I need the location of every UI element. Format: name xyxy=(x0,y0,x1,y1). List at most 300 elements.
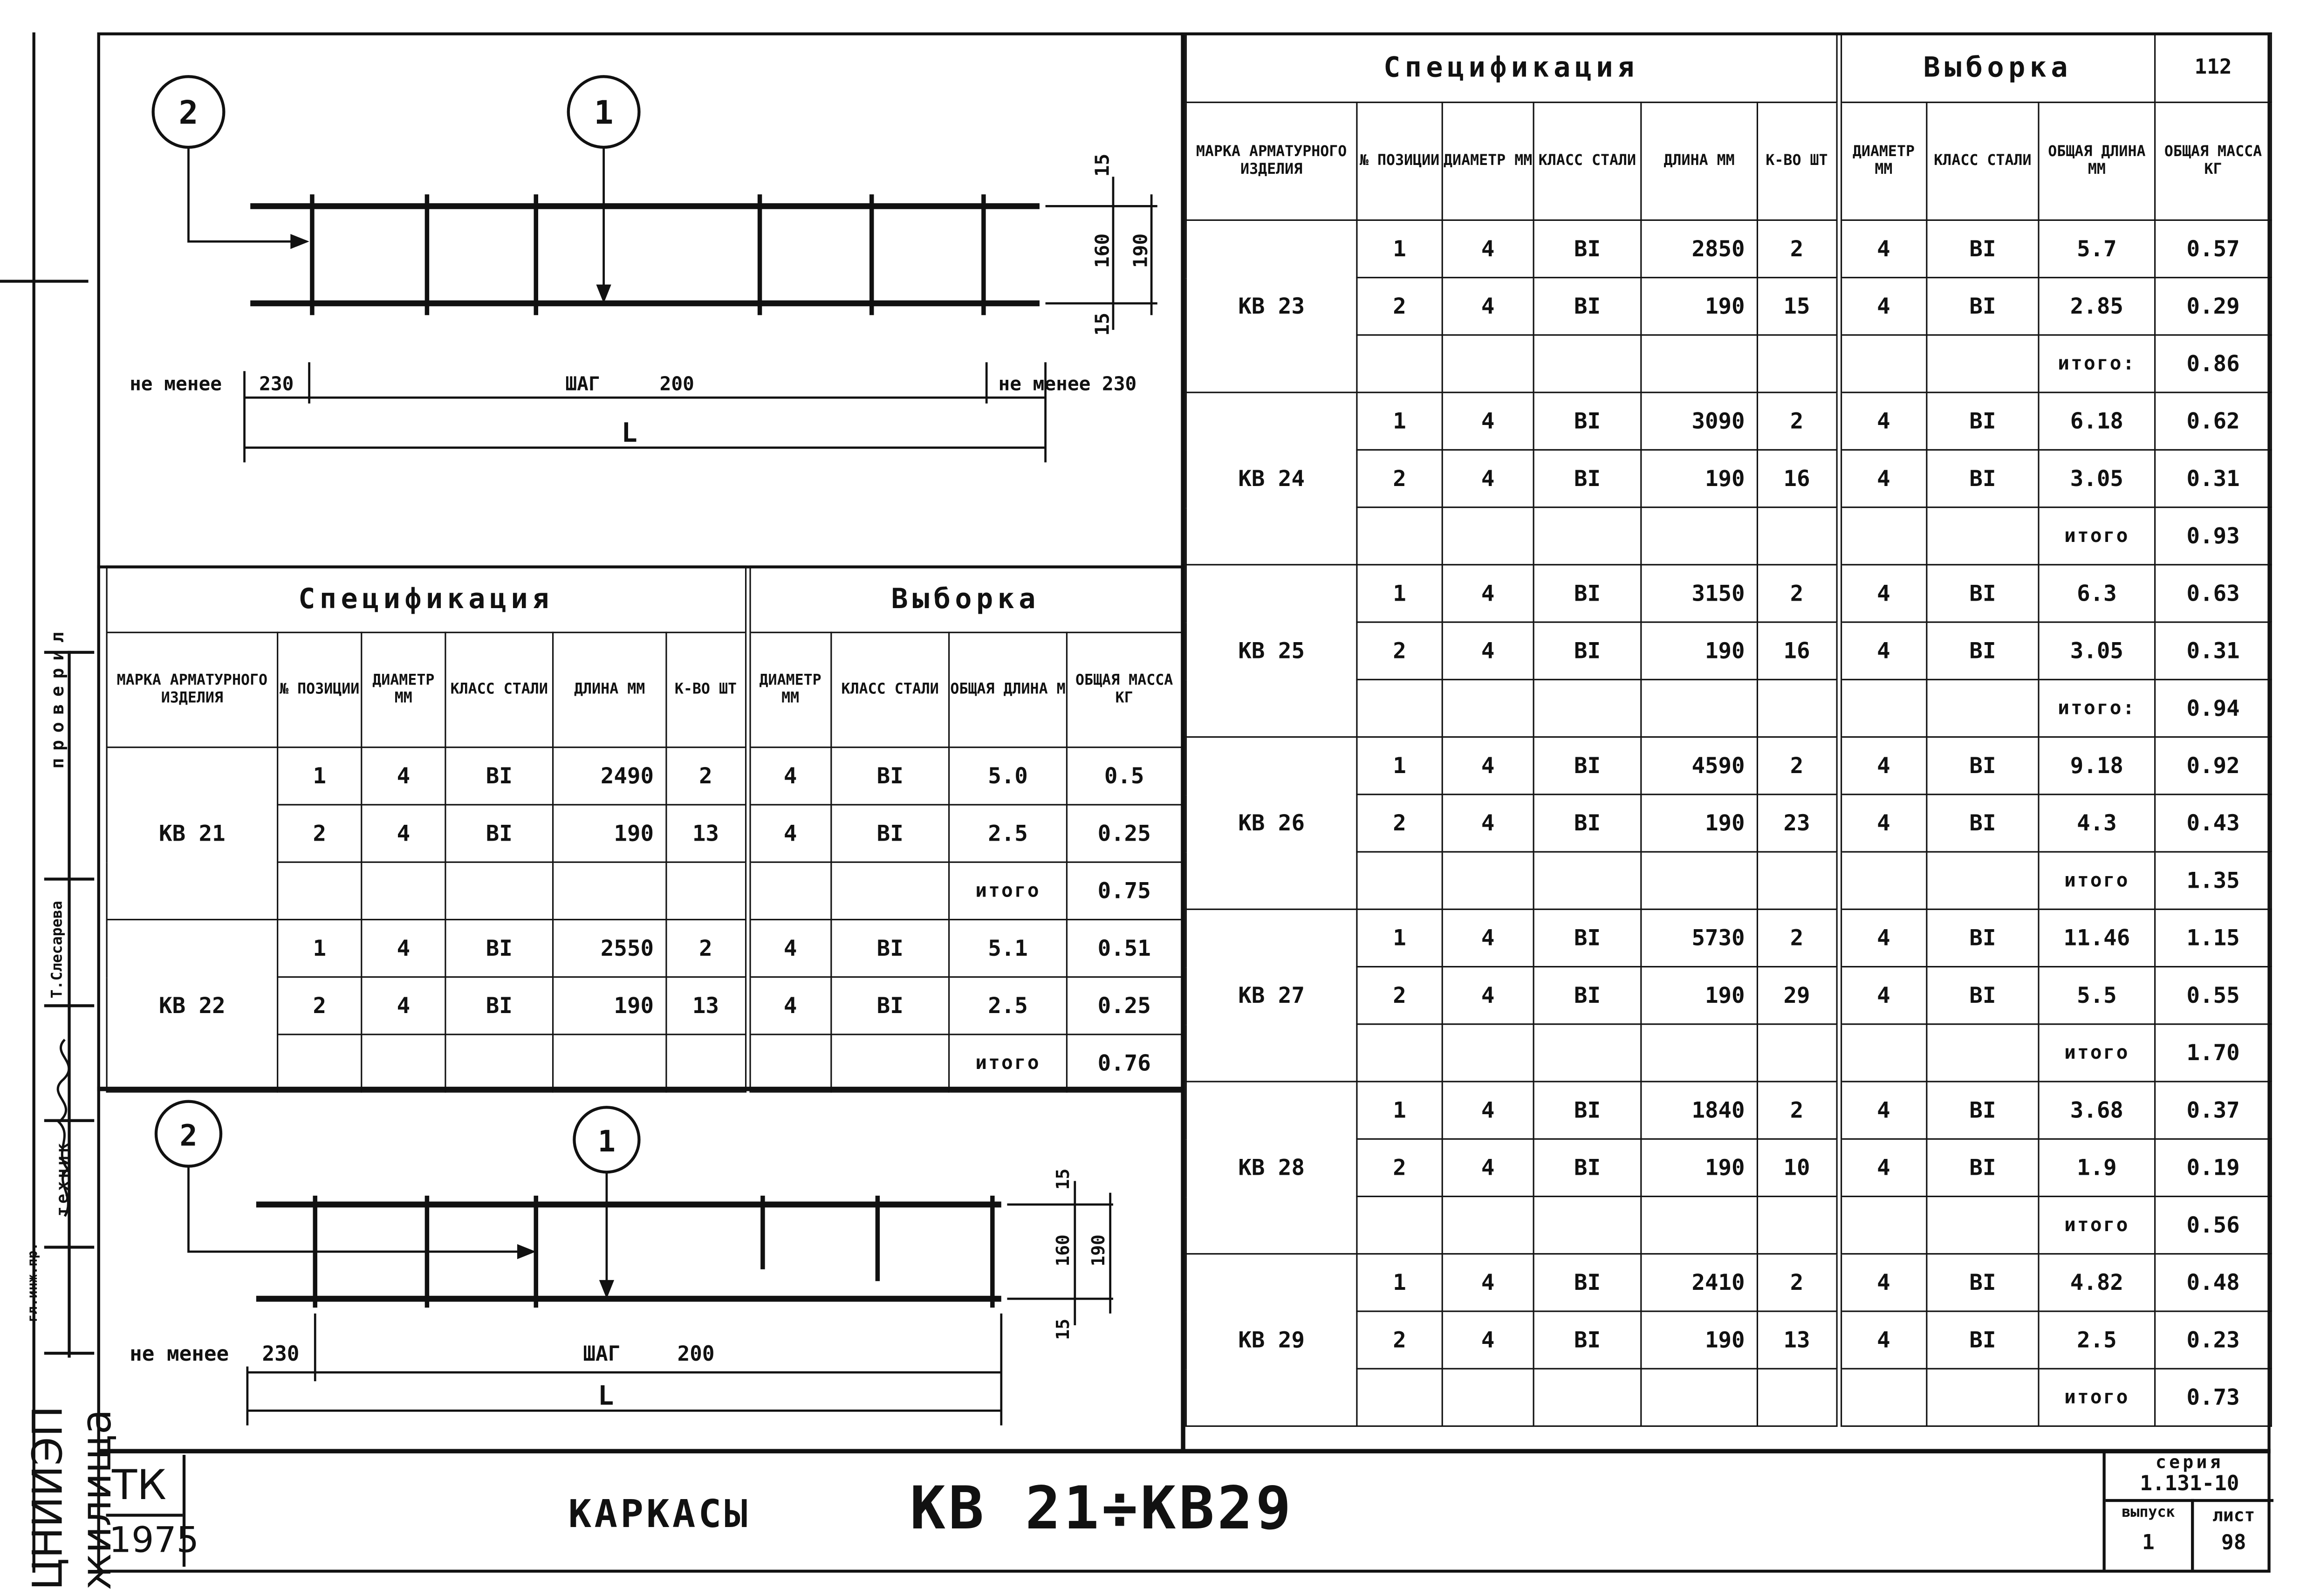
table-cell: 4 xyxy=(1442,795,1533,852)
empty-cell xyxy=(553,1034,666,1092)
column-header: ОБЩАЯ МАССА КГ xyxy=(2155,103,2272,220)
table-cell: 4 xyxy=(1442,967,1533,1024)
table-cell: BI xyxy=(1533,450,1641,507)
dim-mid-160: 160 xyxy=(1091,233,1114,268)
total-label: итого xyxy=(2039,1369,2155,1426)
empty-cell xyxy=(1927,1024,2039,1082)
table-cell: 9.18 xyxy=(2039,737,2155,795)
table-cell: 1 xyxy=(278,747,362,805)
empty-cell xyxy=(1757,507,1838,565)
column-header: МАРКА АРМАТУРНОГО ИЗДЕЛИЯ xyxy=(107,632,278,747)
table-cell: 2490 xyxy=(553,747,666,805)
table-cell: BI xyxy=(1533,220,1641,277)
table-cell: 0.25 xyxy=(1067,977,1182,1034)
table-cell: 4 xyxy=(1838,795,1927,852)
item-mark: КВ 29 xyxy=(1186,1254,1357,1426)
table-cell: 4 xyxy=(1442,392,1533,450)
sample-title: Выборка xyxy=(1838,33,2155,103)
table-cell: 2 xyxy=(1757,220,1838,277)
stamp-checked: проверил xyxy=(47,624,68,769)
table-cell: 0.48 xyxy=(2155,1254,2272,1311)
empty-cell xyxy=(1442,335,1533,392)
empty-cell xyxy=(1357,1369,1442,1426)
header-row xyxy=(107,632,1182,747)
table-cell: 4 xyxy=(1442,909,1533,966)
table-cell: 1.9 xyxy=(2039,1139,2155,1196)
empty-cell xyxy=(362,862,445,919)
total-mass: 1.35 xyxy=(2155,852,2272,909)
table-cell: 4 xyxy=(1442,220,1533,277)
table-cell: 2.5 xyxy=(949,805,1067,862)
empty-cell xyxy=(1641,507,1758,565)
table-cell: BI xyxy=(1927,1311,2039,1369)
empty-cell xyxy=(1838,1197,1927,1254)
empty-cell xyxy=(1533,335,1641,392)
table-cell: 2 xyxy=(1357,967,1442,1024)
empty-cell xyxy=(553,862,666,919)
table-cell: BI xyxy=(1533,278,1641,335)
total-label: итого xyxy=(2039,852,2155,909)
table-cell: 5.7 xyxy=(2039,220,2155,277)
table-cell: 13 xyxy=(666,977,747,1034)
callout-label-1: 1 xyxy=(594,94,614,132)
empty-cell xyxy=(1641,335,1758,392)
empty-cell xyxy=(1533,1024,1641,1082)
empty-cell xyxy=(831,862,949,919)
table-cell: 13 xyxy=(666,805,747,862)
header-row xyxy=(1186,103,2271,220)
table-cell: BI xyxy=(1927,737,2039,795)
table-cell: 13 xyxy=(1757,1311,1838,1369)
table-cell: BI xyxy=(831,977,949,1034)
column-header: ДИАМЕТР ММ xyxy=(362,632,445,747)
table-cell: 2 xyxy=(278,977,362,1034)
table-cell: 3.05 xyxy=(2039,450,2155,507)
table-cell: BI xyxy=(1927,278,2039,335)
table-row xyxy=(1186,220,2271,277)
sheet-value: 98 xyxy=(2221,1531,2246,1555)
left-min-value: 230 xyxy=(259,372,294,395)
org-code: ТК xyxy=(112,1460,167,1509)
table-cell: 4 xyxy=(747,747,831,805)
column-header: КЛАСС СТАЛИ xyxy=(445,632,553,747)
left-spec-table xyxy=(106,565,1183,1092)
empty-cell xyxy=(445,1034,553,1092)
table-cell: BI xyxy=(1927,450,2039,507)
table-cell: 0.57 xyxy=(2155,220,2272,277)
table-cell: 0.63 xyxy=(2155,565,2272,622)
table-row xyxy=(1186,909,2271,966)
title-block xyxy=(97,1452,2271,1570)
table-cell: 190 xyxy=(1641,1139,1758,1196)
table-cell: 190 xyxy=(1641,622,1758,679)
table-cell: 4 xyxy=(747,919,831,977)
column-header: ОБЩАЯ ДЛИНА М xyxy=(949,632,1067,747)
side-stamp xyxy=(0,33,121,1590)
table-cell: 4.82 xyxy=(2039,1254,2155,1311)
table-cell: BI xyxy=(445,805,553,862)
item-mark: КВ 22 xyxy=(107,919,278,1092)
table-cell: 4 xyxy=(1442,1139,1533,1196)
item-mark: КВ 26 xyxy=(1186,737,1357,910)
table-row xyxy=(107,919,1182,977)
table-cell: 190 xyxy=(553,977,666,1034)
empty-cell xyxy=(1533,1197,1641,1254)
table-cell: 4 xyxy=(1442,1311,1533,1369)
column-header: ДИАМЕТР ММ xyxy=(747,632,831,747)
table-row xyxy=(1186,392,2271,450)
left-min-label: не менее xyxy=(130,1342,229,1366)
table-cell: 4 xyxy=(1442,622,1533,679)
table-cell: 4 xyxy=(1838,622,1927,679)
table-cell: 2 xyxy=(666,747,747,805)
empty-cell xyxy=(1757,852,1838,909)
table-cell: 4 xyxy=(1838,450,1927,507)
empty-cell xyxy=(1927,679,2039,737)
total-label: итого: xyxy=(2039,679,2155,737)
series-value: 1.131-10 xyxy=(2140,1473,2239,1496)
empty-cell xyxy=(1442,679,1533,737)
table-row xyxy=(1186,737,2271,795)
empty-cell xyxy=(1442,852,1533,909)
table-cell: 23 xyxy=(1757,795,1838,852)
step-value: 200 xyxy=(659,372,694,395)
table-cell: 6.18 xyxy=(2039,392,2155,450)
empty-cell xyxy=(1927,1369,2039,1426)
empty-cell xyxy=(747,862,831,919)
table-cell: BI xyxy=(445,919,553,977)
column-header: ДИАМЕТР ММ xyxy=(1442,103,1533,220)
table-cell: 4.3 xyxy=(2039,795,2155,852)
dim-total-190: 190 xyxy=(1129,233,1152,268)
table-cell: 0.29 xyxy=(2155,278,2272,335)
issue-value: 1 xyxy=(2142,1531,2155,1555)
table-cell: 5.5 xyxy=(2039,967,2155,1024)
table-cell: 2 xyxy=(1357,1139,1442,1196)
table-cell: BI xyxy=(1927,909,2039,966)
empty-cell xyxy=(1757,679,1838,737)
empty-cell xyxy=(1533,679,1641,737)
table-cell: 1 xyxy=(1357,1082,1442,1139)
table-cell: 3.05 xyxy=(2039,622,2155,679)
table-cell: 0.25 xyxy=(1067,805,1182,862)
table-cell: 16 xyxy=(1757,622,1838,679)
table-cell: BI xyxy=(445,977,553,1034)
year: 1975 xyxy=(109,1520,199,1561)
empty-cell xyxy=(1442,1369,1533,1426)
total-mass: 0.94 xyxy=(2155,679,2272,737)
drawing-code: КВ 21÷КВ29 xyxy=(910,1475,1294,1543)
column-header: ДЛИНА ММ xyxy=(553,632,666,747)
sheet-number-top: 112 xyxy=(2155,33,2272,103)
empty-cell xyxy=(1641,852,1758,909)
total-label: итого xyxy=(949,862,1067,919)
table-cell: BI xyxy=(1533,1311,1641,1369)
table-cell: 2 xyxy=(1357,450,1442,507)
empty-cell xyxy=(1838,507,1927,565)
table-cell: 0.31 xyxy=(2155,450,2272,507)
table-cell: 4 xyxy=(1838,967,1927,1024)
table-row xyxy=(1186,1254,2271,1311)
table-cell: BI xyxy=(1927,1139,2039,1196)
table-cell: BI xyxy=(1533,967,1641,1024)
table-cell: 2 xyxy=(1757,565,1838,622)
table-cell: 2 xyxy=(1357,1311,1442,1369)
table-cell: BI xyxy=(1927,622,2039,679)
total-mass: 0.75 xyxy=(1067,862,1182,919)
empty-cell xyxy=(1927,335,2039,392)
column-header: КЛАСС СТАЛИ xyxy=(1927,103,2039,220)
empty-cell xyxy=(1927,1197,2039,1254)
empty-cell xyxy=(1357,1024,1442,1082)
table-cell: 2 xyxy=(1757,909,1838,966)
table-cell: 1 xyxy=(1357,909,1442,966)
table-cell: 1 xyxy=(1357,1254,1442,1311)
empty-cell xyxy=(1442,507,1533,565)
dim-bottom-15: 15 xyxy=(1091,313,1114,336)
right-spec-table xyxy=(1185,33,2272,1427)
table-cell: 4 xyxy=(1838,737,1927,795)
empty-cell xyxy=(1838,335,1927,392)
table-row xyxy=(1186,1082,2271,1139)
table-cell: 6.3 xyxy=(2039,565,2155,622)
frame-drawing-bottom xyxy=(97,1093,1181,1449)
series-cell xyxy=(2102,1452,2273,1570)
table-cell: 190 xyxy=(1641,1311,1758,1369)
empty-cell xyxy=(278,1034,362,1092)
table-cell: BI xyxy=(1533,909,1641,966)
table-cell: 4 xyxy=(1838,278,1927,335)
empty-cell xyxy=(1838,1024,1927,1082)
series-label: серия xyxy=(2156,1452,2224,1473)
empty-cell xyxy=(1838,679,1927,737)
table-cell: 4 xyxy=(1838,909,1927,966)
empty-cell xyxy=(1757,1197,1838,1254)
item-mark: КВ 25 xyxy=(1186,565,1357,737)
item-mark: КВ 28 xyxy=(1186,1082,1357,1254)
column-header: К-ВО ШТ xyxy=(1757,103,1838,220)
table-cell: 4 xyxy=(1442,278,1533,335)
table-cell: 2850 xyxy=(1641,220,1758,277)
table-cell: 4 xyxy=(1838,220,1927,277)
table-cell: 0.51 xyxy=(1067,919,1182,977)
table-cell: 0.55 xyxy=(2155,967,2272,1024)
table-cell: BI xyxy=(1533,1082,1641,1139)
total-mass: 0.56 xyxy=(2155,1197,2272,1254)
total-label: итого xyxy=(949,1034,1067,1092)
column-header: ОБЩАЯ МАССА КГ xyxy=(1067,632,1182,747)
table-cell: 4 xyxy=(362,919,445,977)
leader-line xyxy=(188,147,306,241)
table-cell: 2410 xyxy=(1641,1254,1758,1311)
column-header: ДЛИНА ММ xyxy=(1641,103,1758,220)
drawing-name: КАРКАСЫ xyxy=(568,1493,751,1538)
spec-title: Спецификация xyxy=(1186,33,1838,103)
table-cell: 5.1 xyxy=(949,919,1067,977)
empty-cell xyxy=(1838,852,1927,909)
empty-cell xyxy=(666,1034,747,1092)
empty-cell xyxy=(445,862,553,919)
column-header: № ПОЗИЦИИ xyxy=(278,632,362,747)
empty-cell xyxy=(1757,1024,1838,1082)
table-cell: BI xyxy=(1533,737,1641,795)
dim-mid-160: 160 xyxy=(1053,1234,1074,1267)
table-cell: 16 xyxy=(1757,450,1838,507)
empty-cell xyxy=(1641,1197,1758,1254)
empty-cell xyxy=(831,1034,949,1092)
table-cell: 1840 xyxy=(1641,1082,1758,1139)
table-cell: BI xyxy=(1533,565,1641,622)
step-label: ШАГ xyxy=(583,1342,621,1366)
table-cell: 4590 xyxy=(1641,737,1758,795)
dim-total-190: 190 xyxy=(1088,1234,1109,1267)
table-cell: 4 xyxy=(1838,1254,1927,1311)
table-cell: 1 xyxy=(1357,392,1442,450)
callout-label-1: 1 xyxy=(597,1124,616,1159)
table-cell: 2.5 xyxy=(949,977,1067,1034)
table-cell: 4 xyxy=(747,977,831,1034)
table-cell: 4 xyxy=(1442,1254,1533,1311)
empty-cell xyxy=(278,862,362,919)
total-mass: 0.86 xyxy=(2155,335,2272,392)
item-mark: КВ 27 xyxy=(1186,909,1357,1082)
table-cell: 2 xyxy=(1357,278,1442,335)
table-cell: 4 xyxy=(1838,565,1927,622)
dim-top-15: 15 xyxy=(1091,153,1114,177)
table-cell: BI xyxy=(831,805,949,862)
table-row xyxy=(107,747,1182,805)
total-mass: 0.93 xyxy=(2155,507,2272,565)
table-cell: 2 xyxy=(1757,737,1838,795)
column-header: ОБЩАЯ ДЛИНА ММ xyxy=(2039,103,2155,220)
table-cell: BI xyxy=(1533,392,1641,450)
item-mark: КВ 21 xyxy=(107,747,278,920)
issue-label: выпуск xyxy=(2122,1505,2175,1521)
table-cell: 4 xyxy=(1838,1082,1927,1139)
total-label: итого xyxy=(2039,507,2155,565)
total-mass: 0.73 xyxy=(2155,1369,2272,1426)
table-cell: 0.62 xyxy=(2155,392,2272,450)
empty-cell xyxy=(666,862,747,919)
table-cell: 1 xyxy=(1357,737,1442,795)
table-cell: 4 xyxy=(1838,1311,1927,1369)
table-cell: BI xyxy=(1533,795,1641,852)
table-row xyxy=(1186,565,2271,622)
table-cell: 190 xyxy=(1641,795,1758,852)
table-cell: 11.46 xyxy=(2039,909,2155,966)
table-cell: 4 xyxy=(1442,565,1533,622)
table-cell: 0.43 xyxy=(2155,795,2272,852)
table-cell: BI xyxy=(1927,220,2039,277)
column-header: К-ВО ШТ xyxy=(666,632,747,747)
dim-top-15: 15 xyxy=(1053,1168,1074,1190)
table-cell: 4 xyxy=(1838,1139,1927,1196)
item-mark: КВ 23 xyxy=(1186,220,1357,392)
table-cell: 190 xyxy=(1641,450,1758,507)
empty-cell xyxy=(1757,335,1838,392)
stamp-role-1: гл.инж.пр. xyxy=(26,1242,41,1322)
table-cell: 3150 xyxy=(1641,565,1758,622)
table-cell: BI xyxy=(831,919,949,977)
table-cell: 2 xyxy=(1357,795,1442,852)
column-header: ДИАМЕТР ММ xyxy=(1838,103,1927,220)
table-cell: 29 xyxy=(1757,967,1838,1024)
empty-cell xyxy=(747,1034,831,1092)
table-cell: 5730 xyxy=(1641,909,1758,966)
table-cell: BI xyxy=(1533,622,1641,679)
signature-scribble xyxy=(44,1034,89,1225)
table-cell: 2.85 xyxy=(2039,278,2155,335)
table-cell: 2 xyxy=(278,805,362,862)
table-cell: 0.5 xyxy=(1067,747,1182,805)
table-cell: 15 xyxy=(1757,278,1838,335)
table-cell: 3.68 xyxy=(2039,1082,2155,1139)
empty-cell xyxy=(1533,852,1641,909)
table-cell: 2 xyxy=(1757,1082,1838,1139)
table-cell: 2.5 xyxy=(2039,1311,2155,1369)
table-cell: 2 xyxy=(1757,1254,1838,1311)
item-mark: КВ 24 xyxy=(1186,392,1357,565)
total-mass: 1.70 xyxy=(2155,1024,2272,1082)
table-cell: 1 xyxy=(1357,565,1442,622)
frame-drawing-top xyxy=(97,35,1181,562)
empty-cell xyxy=(1357,852,1442,909)
table-cell: 2 xyxy=(1757,392,1838,450)
length-label: L xyxy=(621,418,637,449)
dim-bottom-15: 15 xyxy=(1053,1318,1074,1340)
table-cell: BI xyxy=(1927,795,2039,852)
table-cell: 10 xyxy=(1757,1139,1838,1196)
empty-cell xyxy=(1357,335,1442,392)
empty-cell xyxy=(1442,1197,1533,1254)
empty-cell xyxy=(1757,1369,1838,1426)
sample-title: Выборка xyxy=(747,566,1182,632)
table-cell: 190 xyxy=(553,805,666,862)
table-cell: 2 xyxy=(666,919,747,977)
callout-label-2: 2 xyxy=(178,94,199,132)
empty-cell xyxy=(1357,507,1442,565)
table-cell: 4 xyxy=(362,747,445,805)
empty-cell xyxy=(1357,1197,1442,1254)
table-cell: 0.31 xyxy=(2155,622,2272,679)
total-mass: 0.76 xyxy=(1067,1034,1182,1092)
table-cell: 1 xyxy=(1357,220,1442,277)
table-cell: 4 xyxy=(362,805,445,862)
table-cell: 4 xyxy=(1442,450,1533,507)
empty-cell xyxy=(1533,507,1641,565)
table-cell: BI xyxy=(831,747,949,805)
empty-cell xyxy=(1357,679,1442,737)
callout-label-2: 2 xyxy=(179,1118,198,1153)
table-cell: BI xyxy=(1927,1254,2039,1311)
table-cell: 4 xyxy=(1442,737,1533,795)
step-label: ШАГ xyxy=(565,372,600,395)
table-cell: 1 xyxy=(278,919,362,977)
sheet-label: лист xyxy=(2212,1505,2255,1526)
table-cell: 1.15 xyxy=(2155,909,2272,966)
table-cell: 3090 xyxy=(1641,392,1758,450)
empty-cell xyxy=(362,1034,445,1092)
empty-cell xyxy=(1927,852,2039,909)
empty-cell xyxy=(1442,1024,1533,1082)
table-cell: 190 xyxy=(1641,967,1758,1024)
empty-cell xyxy=(1641,1369,1758,1426)
table-cell: 4 xyxy=(747,805,831,862)
table-cell: 0.92 xyxy=(2155,737,2272,795)
table-cell: BI xyxy=(1927,565,2039,622)
table-cell: BI xyxy=(1533,1139,1641,1196)
spec-title: Спецификация xyxy=(107,566,747,632)
